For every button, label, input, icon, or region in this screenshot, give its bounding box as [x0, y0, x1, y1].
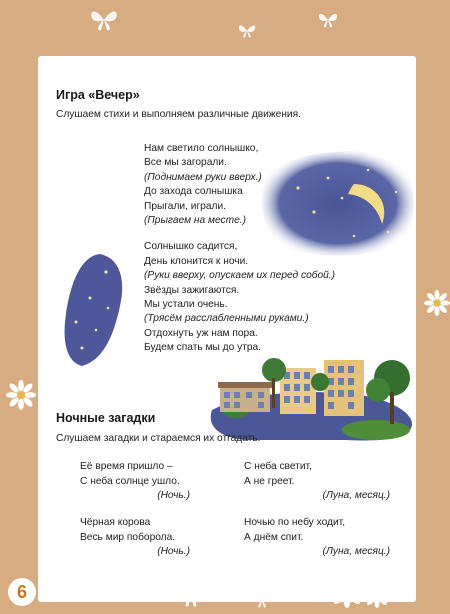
night-sky-stars-illustration [60, 250, 130, 370]
poem-line: Мы устали очень. [144, 298, 228, 310]
riddle-2: С неба светит, А не греет. (Луна, месяц.) [244, 460, 390, 504]
butterfly-icon [88, 6, 120, 34]
poem-line: Будем спать мы до утра. [144, 342, 262, 354]
star-icon [75, 321, 78, 324]
riddle-4: Ночью по небу ходит, А днём спит. (Луна, месяц.) [244, 516, 390, 560]
poem-line: До захода солнышка [144, 186, 243, 198]
star-icon [81, 347, 84, 350]
star-icon [107, 307, 110, 310]
star-icon [395, 191, 397, 193]
poem-line: Звёзды зажигаются. [144, 284, 240, 296]
poem-line: (Поднимаем руки вверх.) [144, 171, 262, 183]
star-icon [341, 197, 344, 200]
poem-line: Нам светило солнышко, [144, 143, 259, 154]
star-icon [367, 169, 370, 172]
poem-line: Все мы загорали. [144, 157, 227, 169]
star-icon [95, 329, 98, 332]
daisy-icon [424, 290, 450, 316]
star-icon [89, 297, 92, 300]
riddle-answer: (Ночь.) [157, 490, 190, 502]
star-icon [353, 235, 356, 238]
star-icon [387, 231, 390, 234]
riddle-answer: (Луна, месяц.) [322, 546, 390, 558]
butterfly-icon [316, 10, 340, 30]
section-title-riddles: Ночные загадки [56, 411, 156, 425]
section-intro-riddles: Слушаем загадки и стараемся их отгадать. [56, 433, 261, 444]
poem-line: Солнышко садится, [144, 241, 238, 253]
poem-line: Отдохнуть уж нам пора. [144, 327, 258, 339]
poem-line: (Руки вверху, опускаем их перед собой.) [144, 270, 336, 282]
poem-line: (Трясём расслабленными руками.) [144, 313, 309, 325]
night-town-illustration [206, 352, 416, 444]
riddle-answer: (Луна, месяц.) [322, 490, 390, 502]
butterfly-icon [236, 22, 258, 40]
page-number: 6 [8, 578, 36, 606]
star-icon [104, 270, 107, 273]
poem-line: День клонится к ночи. [144, 255, 249, 267]
section-intro-game: Слушаем стихи и выполняем различные движения. [56, 109, 301, 120]
riddle-3: Чёрная корова Весь мир поборола. (Ночь.) [80, 516, 190, 560]
section-title-game: Игра «Вечер» [56, 88, 140, 102]
poem-line: (Прыгаем на месте.) [144, 214, 246, 226]
poem [144, 142, 335, 355]
riddle-1: Её время пришло – С неба солнце ушло. (Ночь.) [80, 460, 190, 504]
poem-line: Прыгали, играли. [144, 200, 226, 212]
daisy-icon [6, 380, 36, 410]
riddle-answer: (Ночь.) [157, 546, 190, 558]
poem-stanza-break [144, 228, 335, 240]
content-page [38, 56, 416, 602]
